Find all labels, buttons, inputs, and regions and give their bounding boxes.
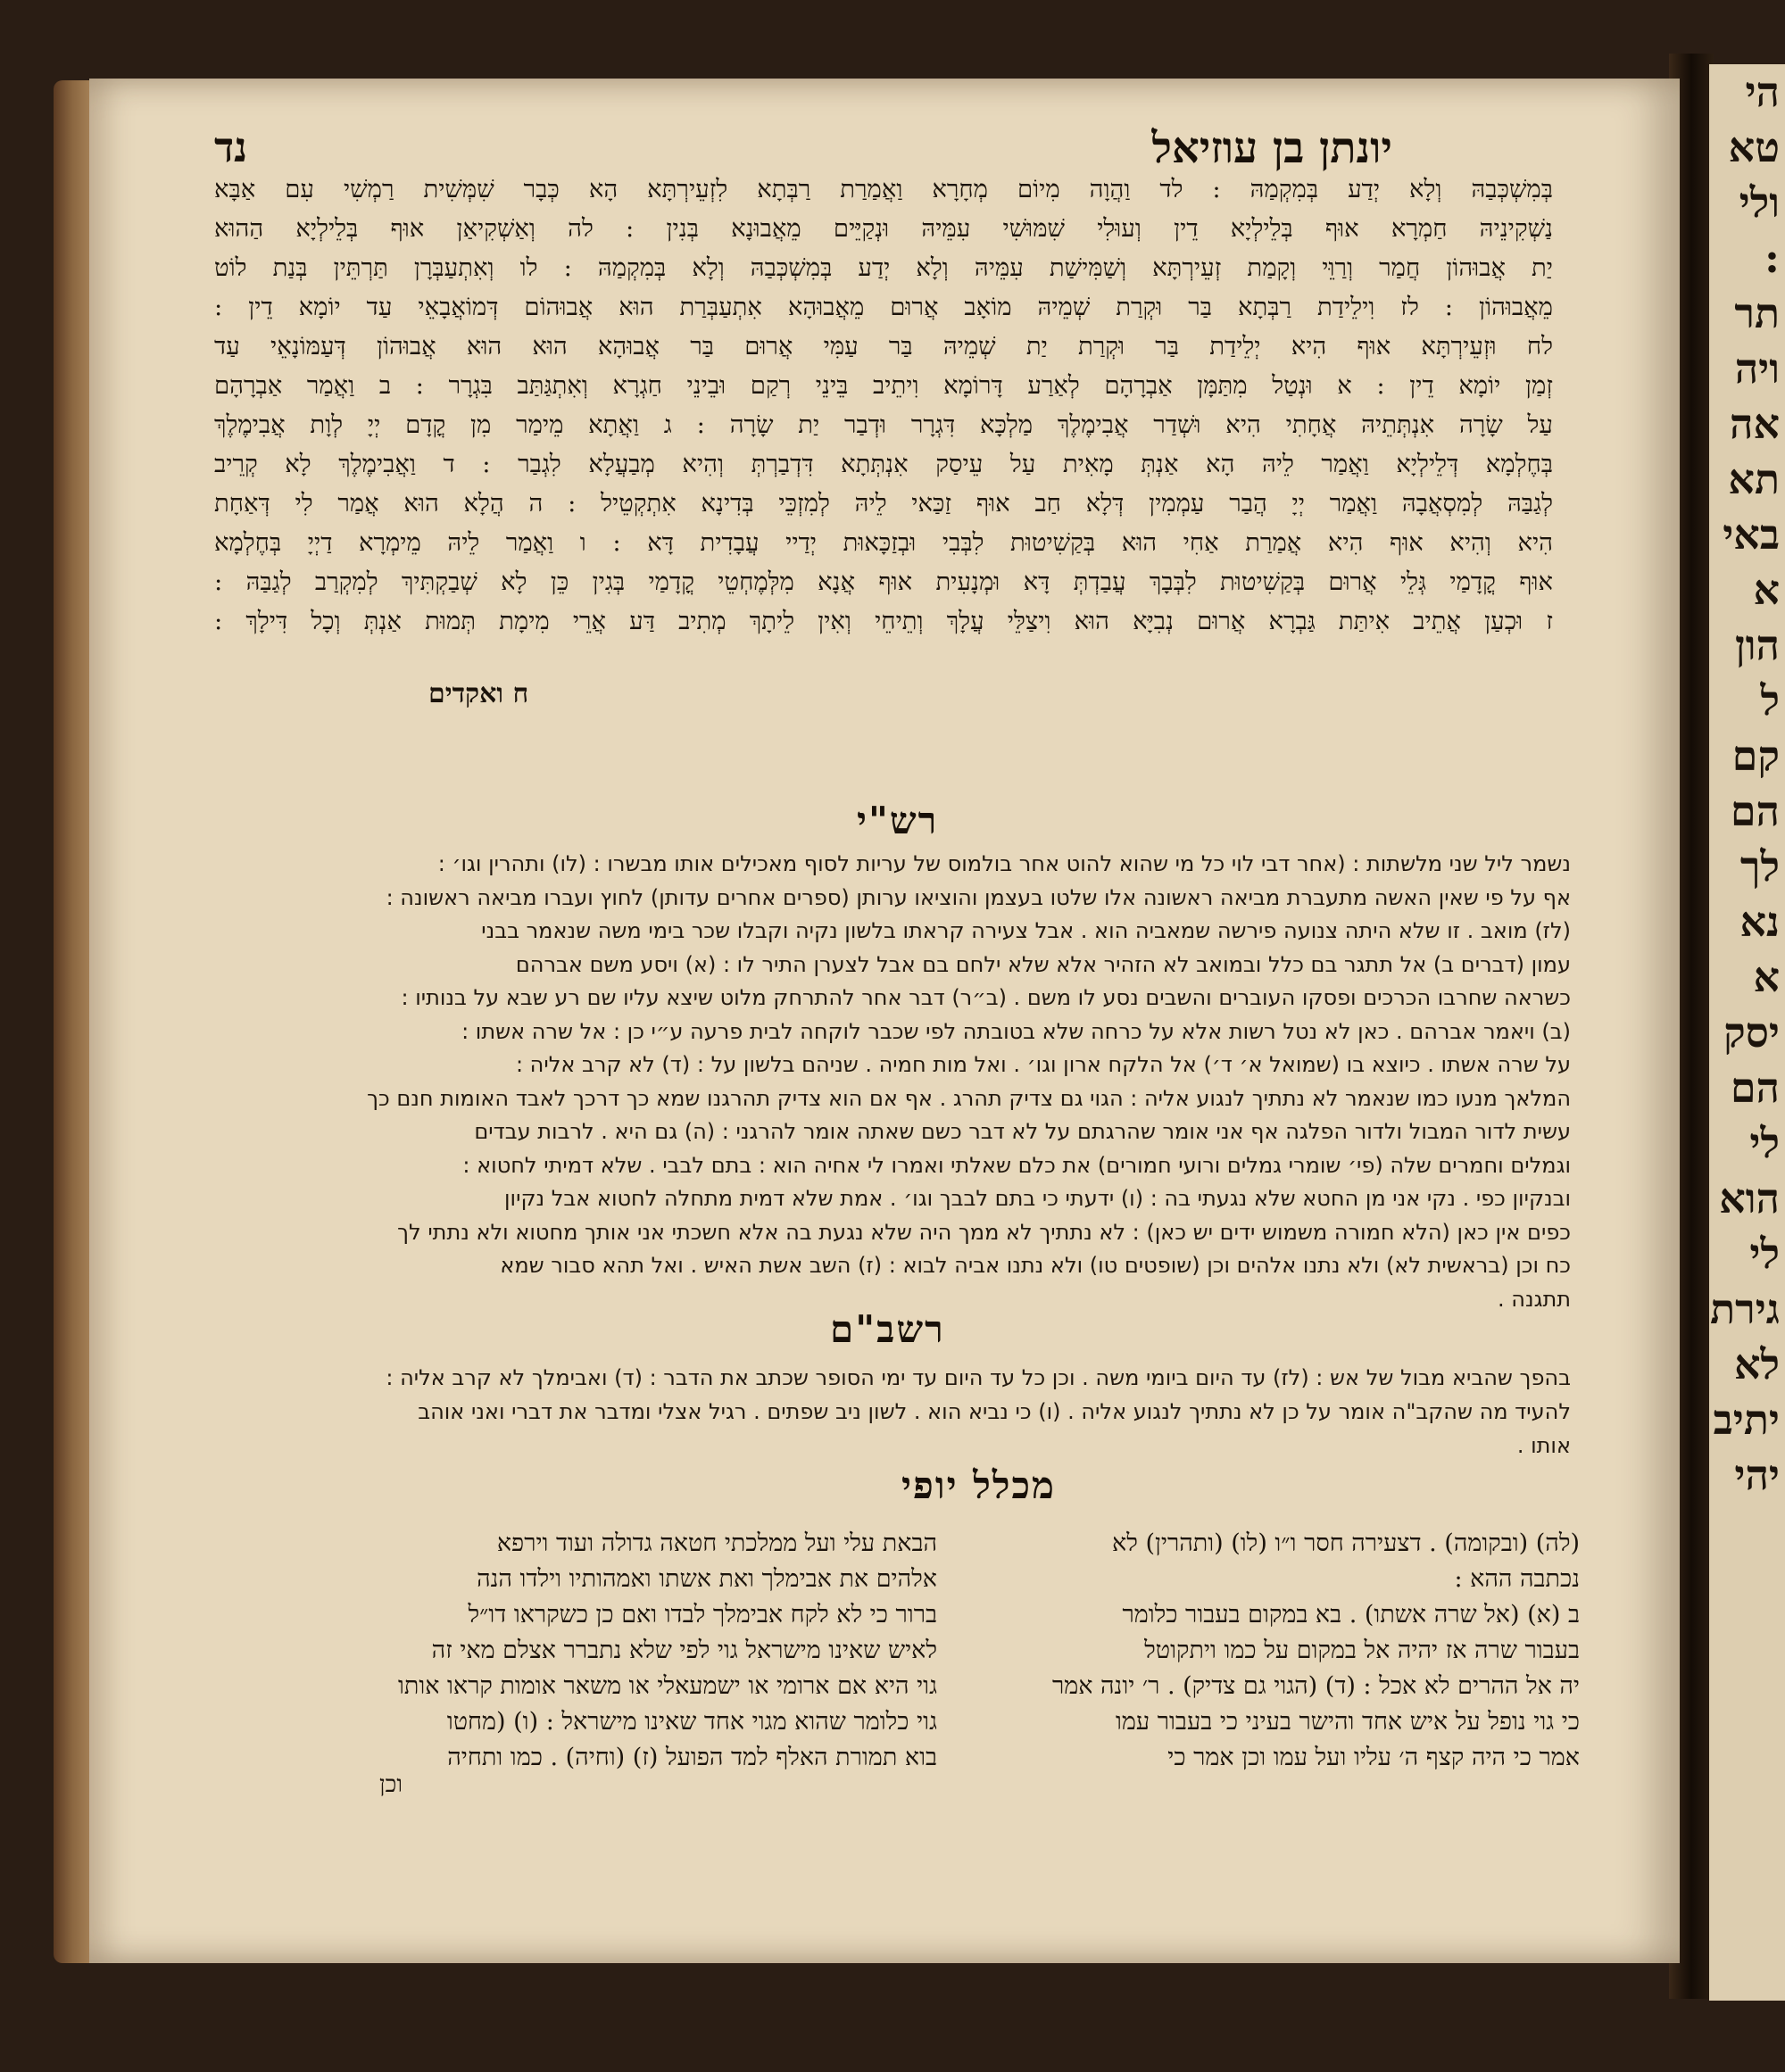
targum-line: אוּף קֳדָמַי גְּלֵי אֲרוּם בְּקַשִׁיטוּת לִבְּבָךְ עֲבַדְתְּ דָּא וּמְנָעִית אוּף אֲנָא מִלְּמֶחְטֵי קֳדָמַי בְּגִין כֵּן לָא שְׁבַקְתִּיךְ לְמִקְרַב לְגַבַּהּ : bbox=[214, 568, 1553, 596]
facing-page-glyph: : bbox=[1764, 234, 1780, 282]
facing-page-glyph: טא bbox=[1728, 123, 1780, 171]
michlal-line: בעבור שרה אז יהיה אל במקום על כמו ויתקוטל bbox=[1144, 1637, 1580, 1664]
michlal-line: אלהים את אבימלך ואת אשתו ואמהותיו וילדו הנה bbox=[477, 1565, 937, 1593]
targum-line: זְמַן יוֹמָא דֵין : א וּנְטַל מִתַּמָּן אַבְרָהָם לְאַרַע דָּרוֹמָא וִיתֵיב בֵּינֵי רְקַם וּבֵינֵי חַגְרָא וְאִתְגַּתַּב בִּגְרָר : ב וַאֲמַר אַבְרָהָם bbox=[214, 371, 1553, 400]
michlal-line: ברור כי לא לקח אבימלך לבדו ואם כן כשקראו דו״ל bbox=[468, 1601, 937, 1629]
michlal-line: גוי כלומר שהוא מגוי אחד שאינו מישראל : (ו) (מחטו bbox=[446, 1708, 937, 1736]
targum-line: בְּמִשְׁכְּבַהּ וְלָא יְדַע בְּמִקְמַהּ : לד וַהֲוָה מִיוֹם מְחָרָא וַאֲמַרַת רַבְּתָא לִזְעֵירְתָּא הָא כְּבָר שִׁמְּשִׁית רַמְשִׁי עִם אַבָּא bbox=[214, 175, 1553, 203]
rashi-line: המלאך מנעו כמו שנאמר לא נתתיך לנגוע אליה : הגוי גם צדיק תהרג . אף אם הוא צדיק תהרגנו שמא כך דרכך לאבד האומות חנם כך bbox=[367, 1085, 1571, 1111]
facing-page-glyph: לי bbox=[1749, 1119, 1780, 1167]
running-title: יונתן בן עוזיאל bbox=[1151, 123, 1392, 173]
targum-line: נַשְׁקִינֵיהּ חַמְרָא אוּף בְּלֵילְיָא דֵין וְעוּלִי שִׁמּוּשִׁי עִמֵּיהּ וּנְקַיֵּים מֵאֲבוּנָא בְּנִין : לה וְאַשְׁקִיאַן אוּף בְּלֵילְיָא הַהוּא bbox=[214, 214, 1553, 243]
facing-page-glyph: הוא bbox=[1719, 1174, 1780, 1222]
rashbam-line: אותו . bbox=[1516, 1433, 1571, 1458]
michlal-line: כי גוי נופל על איש אחד והישר בעיני כי בעבור עמו bbox=[1115, 1708, 1580, 1736]
facing-page-fragment bbox=[1709, 64, 1785, 2001]
folio-number: נד bbox=[214, 123, 248, 171]
rashi-line: (לז) מואב . זו שלא היתה צנועה פירשה שמאביה הוא . אבל צעירה קראתו בלשון נקיה וקבלו שכר בימי משה שנאמר בבני bbox=[481, 918, 1571, 943]
facing-page-glyph: הון bbox=[1735, 621, 1780, 669]
catchword: ח ואקדים bbox=[428, 678, 529, 709]
michlal-line: (לה) (ובקומה) . דצעירה חסר ו״ו (לו) (ותהרין) לא bbox=[1112, 1529, 1580, 1557]
facing-page-glyph: תר bbox=[1734, 289, 1780, 337]
michlal-line: ב (א) (אל שרה אשתו) . בא במקום בעבור כלומר bbox=[1122, 1601, 1580, 1629]
michlal-yofi-left-column bbox=[308, 1526, 937, 1776]
targum-line: עַל שָׂרָה אִנְתְּתֵיהּ אֲחָתִי הִיא וּשְׁדַר אֲבִימֶלֶךְ מַלְכָּא דִּגְרָר וּדְבַר יַת שָׂרָה : ג וַאֲתָא מֵימַר מִן קֳדָם יְיָ לְוָת אֲבִימֶלֶךְ bbox=[214, 410, 1553, 439]
rashbam-line: להעיד מה שהקב"ה אומר על כן לא נתתיך לנגוע אליה . (ו) כי נביא הוא . לשון ניב שפתים . רגיל אצלי ומדבר את דברי ואני אוהב bbox=[418, 1399, 1571, 1424]
facing-page-glyph: הי bbox=[1745, 68, 1780, 116]
facing-page-glyph: יתיב bbox=[1713, 1396, 1780, 1444]
targum-line: לח וּזְעֵירְתָּא אוּף הִיא יְלֵידַת בַּר וּקְרַת יַת שְׁמֵיהּ בַּר עַמִּי אֲרוּם בַּר אֲבוּהָא הוּא הוּא אֲבוּהוֹן דְּעַמּוֹנָאֵי עַד bbox=[214, 332, 1553, 361]
targum-line: יַת אֲבוּהוֹן חֲמַר וְרַוֵּי וְקָמַת זְעֵירְתָּא וְשַׁמִּישַׁת עִמֵּיהּ וְלָא יְדַע בְּמִשְׁכְּבַהּ וְלָא בְּמִקְמַהּ : לו וְאִתְעַבְּרָן תַּרְתֵּין בְּנַת לוֹט bbox=[214, 253, 1553, 282]
michlal-line: גוי היא אם ארומי או ישמעאלי או משאר אומות קראו אותו bbox=[397, 1672, 937, 1700]
facing-page-glyph: לא bbox=[1733, 1340, 1780, 1388]
targum-line: ז וּכְעַן אֲתֵיב אִיתַּת גַּבְרָא אֲרוּם נְבִיָּא הוּא וִיצַלֵּי עֲלָךְ וְתֵיחֵי וְאִין לֵיתָךְ מְתִיב דַּע אֲרֵי מִימָת תְּמוּת אַנְתְּ וְכָל דִּילָךְ : bbox=[214, 607, 1553, 635]
facing-page-glyph: קם bbox=[1731, 732, 1780, 780]
rashi-line: עמון (דברים ב) אל תתגר בם כלל ובמואב לא הזהיר אלא שלא ילחם בם אבל לצערן התיר לו : (א) ויסע משם אברהם bbox=[515, 951, 1571, 977]
rashi-line: כפים אין כאן (הלא חמורה משמוש ידים יש כאן) : לא נתתיך לא ממך היה שלא נגעת בה אלא חשכתי אני אותך מחטוא ולא נתתי לך bbox=[397, 1219, 1571, 1245]
rashi-line: כשראה שחרבו הכרכים ופסקו העוברים והשבים נסע לו משם . (ב״ר) דבר אחר להתרחק מלוט שיצא עליו שם רע שבא על בנותיו : bbox=[401, 985, 1571, 1010]
facing-page-glyph: הם bbox=[1730, 1064, 1780, 1112]
rashi-line: אף על פי שאין האשה מתעברת מביאה ראשונה אלו שלטו בעצמן והוציאו ערותן (ספרים אחרים עדותן) לחוץ ועברו מביאה ראשונה : bbox=[386, 884, 1571, 910]
facing-page-glyph: אה bbox=[1730, 400, 1780, 448]
rashbam-line: בהפך שהביא מבול של אש : (לז) עד היום ביומי משה . וכן כל עד היום עד ימי הסופר שכתב את הדבר : (ד) ואבימלך לא קרב אליה : bbox=[386, 1365, 1571, 1390]
facing-page-glyph: לך bbox=[1739, 842, 1780, 891]
facing-page-glyph: באי bbox=[1723, 510, 1780, 559]
facing-page-glyph: נא bbox=[1739, 898, 1780, 946]
facing-page-glyph: ולי bbox=[1739, 178, 1780, 227]
rashi-heading: רש"י bbox=[857, 799, 939, 842]
facing-page-glyph: לי bbox=[1749, 1230, 1780, 1278]
targum-line: הִיא וְהִיא אוּף הִיא אֲמַרַת אַחִי הוּא בְּקַשִׁיטוּת לִבְּבִי וּבְזַכָּאוּת יְדַיי עֲבָדִית דָּא : ו וַאֲמַר לֵיהּ מֵימְרָא דַיְיָ בְּחֶלְמָא bbox=[214, 528, 1553, 557]
rashi-line: תתגנה . bbox=[1498, 1286, 1571, 1312]
facing-page-glyph: הם bbox=[1730, 787, 1780, 835]
rashi-line: עשית לדור המבול ולדור הפלגה אף אני אומר שהרגתם על לא דבר כשם שאתה אומר להרגני : (ה) גם היא . לרבות עבדים bbox=[474, 1119, 1571, 1144]
michlal-yofi-right-column bbox=[955, 1526, 1580, 1776]
rashi-line: על שרה אשתו . כיוצא בו (שמואל א׳ ד׳) אל הלקח ארון וגו׳ . ואל מות חמיה . שניהם בלשון על : (ד) לא קרב אליה : bbox=[515, 1052, 1571, 1077]
facing-page-glyph: ל bbox=[1760, 676, 1780, 725]
michlal-line: לאיש שאינו מישראל גוי לפי שלא נתברר אצלם מאי זה bbox=[431, 1637, 937, 1664]
facing-page-glyph: תא bbox=[1728, 455, 1780, 503]
facing-page-glyph: א bbox=[1753, 566, 1780, 614]
michlal-line: הבאת עלי ועל ממלכתי חטאה גדולה ועוד וירפא bbox=[496, 1529, 937, 1557]
michlal-yofi-heading: מכלל יופי bbox=[901, 1463, 1056, 1507]
rashi-line: וגמלים וחמרים שלה (פי׳ שומרי גמלים ורועי חמורים) את כלם שאלתי ואמרו לי אחיה הוא : בתם לבבי . שלא דמיתי לחטוא : bbox=[462, 1152, 1571, 1178]
rashbam-commentary bbox=[214, 1361, 1571, 1463]
rashi-line: ובנקיון כפי . נקי אני מן החטא שלא נגעתי בה : (ו) ידעתי כי בתם לבבך וגו׳ . אמת שלא דמית מתחלה לחטוא אבל נקיון bbox=[504, 1186, 1571, 1211]
facing-page-glyph: גירת bbox=[1710, 1285, 1780, 1333]
facing-page-glyph: ויה bbox=[1734, 344, 1780, 393]
michlal-line: בוא תמורת האלף למד הפועל (ז) (וחיה) . כמו ותחיה bbox=[447, 1744, 937, 1771]
targum-text bbox=[214, 170, 1553, 641]
targum-line: בְּחֶלְמָא דְּלֵילְיָא וַאֲמַר לֵיהּ הָא אַנְתְּ מָאִית עַל עֵיסַק אִנְתְּתָא דִּדְבַרְתְּ וְהִיא מְבַעֲלָא לִגְבַר : ד וַאֲבִימֶלֶךְ לָא קְרֵיב bbox=[214, 450, 1553, 478]
facing-page-glyph: א bbox=[1753, 953, 1780, 1001]
michlal-line: יה אל ההרים לא אכל : (ד) (הגוי גם צדיק) . ר׳ יונה אמר bbox=[1051, 1672, 1580, 1700]
rashbam-heading: רשב"ם bbox=[830, 1307, 945, 1351]
michlal-line: נכתבה ההא : bbox=[1454, 1565, 1580, 1593]
michlal-line: אמר כי היה קצף ה׳ עליו ועל עמו וכן אמר כי bbox=[1167, 1744, 1580, 1771]
targum-line: לְגַבַּהּ לְמִסְאֲבָהּ וַאֲמַר יְיָ הֲבַר עַמְמִין דְּלָא חַב אוּף זַכַּאי לֵיהּ לְמִזְכֵּי בְּדִינָא אִתְקְטֵיל : ה הֲלָא הוּא אֲמַר לִי דְּאַחָת bbox=[214, 489, 1553, 518]
targum-line: מֵאֲבוּהוֹן : לז וִילֵידַת רַבְּתָא בַּר וּקְרַת שְׁמֵיהּ מוֹאָב אֲרוּם מֵאֲבוּהָא אִתְעַבְּרַת הוּא אֲבוּהוֹם דְּמוֹאֲבָאֵי עַד יוֹמָא דֵין : bbox=[214, 293, 1553, 321]
rashi-commentary bbox=[214, 848, 1571, 1316]
facing-page-glyph: יסק bbox=[1723, 1008, 1780, 1057]
rashi-line: (ב) ויאמר אברהם . כאן לא נטל רשות אלא על כרחה שלא בטובתה לפי שכבר לוקחה לבית פרעה ע״י כן : אל שרה אשתו : bbox=[461, 1018, 1571, 1044]
facing-page-glyph: יהי bbox=[1734, 1451, 1780, 1499]
rashi-line: כח וכן (בראשית לא) ולא נתנו אלהים וכן (שופטים טו) ולא נתנו אביה לבוא : (ז) השב אשת האיש . ואל תהא סבור שמא bbox=[500, 1253, 1571, 1278]
rashi-line: נשמר ליל שני מלשתות : (אחר דבי לוי כל מי שהוא להוט אחר בולמוס של עריות לסוף מאכילים אותו מבשרו : (לו) ותהרין וגו׳ : bbox=[437, 851, 1571, 876]
michlal-catchword: וכן bbox=[379, 1771, 403, 1798]
